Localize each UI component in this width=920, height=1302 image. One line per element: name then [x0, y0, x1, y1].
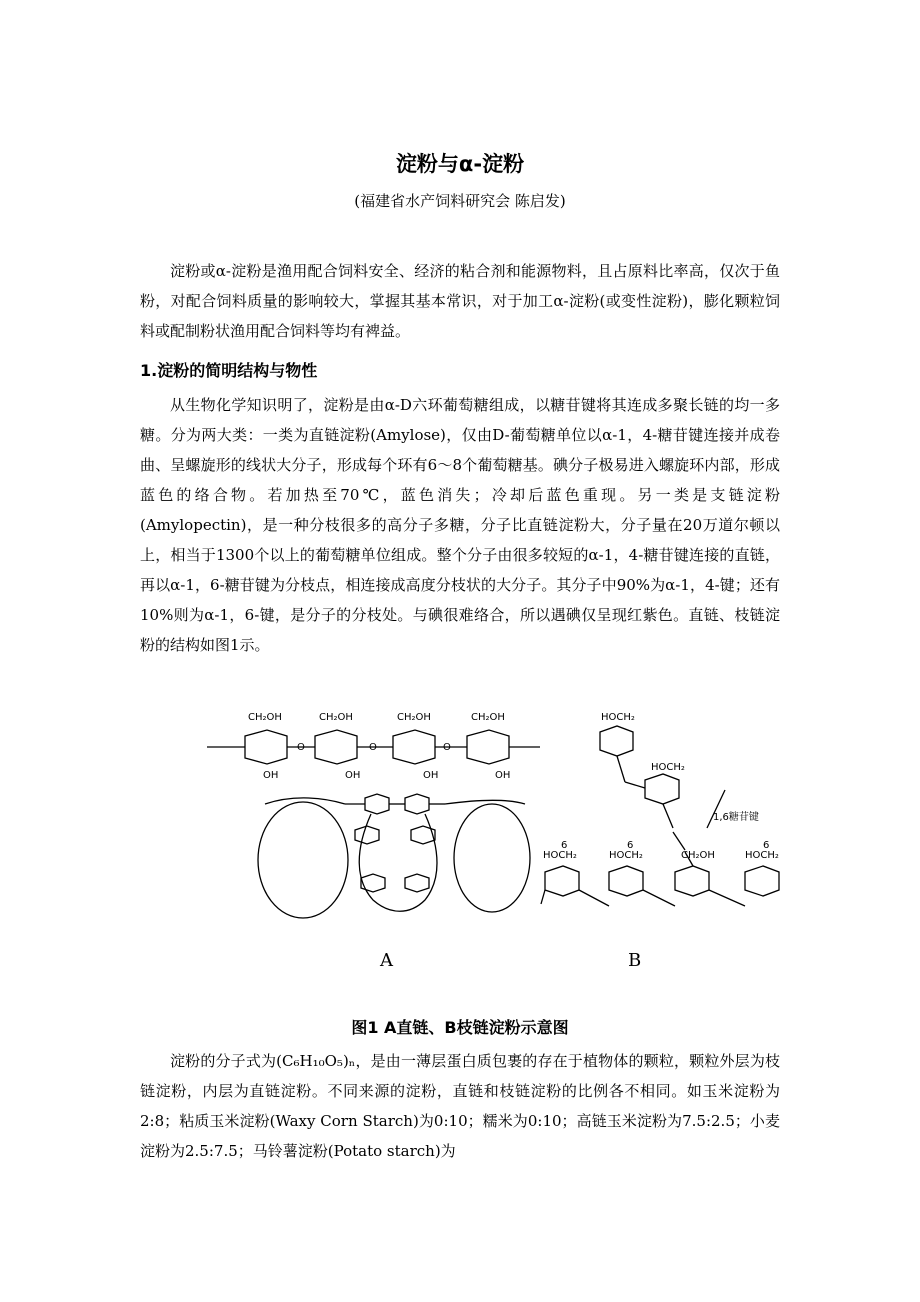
carbon-6-2: 6 — [627, 840, 634, 851]
section-heading-1: 1.淀粉的简明结构与物性 — [140, 361, 318, 380]
branch-hoch2-1: HOCH₂ — [543, 850, 577, 861]
amylose-helix — [258, 794, 530, 918]
branch-hoch2-mid: HOCH₂ — [651, 762, 685, 773]
branch-hoch2-top: HOCH₂ — [601, 712, 635, 723]
starch-structure-figure — [205, 700, 785, 930]
paragraph-intro — [140, 256, 780, 346]
amylose-label-1: CH₂OH — [248, 712, 282, 723]
amylose-oh-1: OH — [263, 770, 279, 781]
branch-ch2: CH₂OH — [681, 850, 715, 861]
figure-caption: 图1 A直链、B枝链淀粉示意图 — [351, 1018, 569, 1037]
amylose-oh-2: OH — [345, 770, 361, 781]
amylose-label-3: CH₂OH — [397, 712, 431, 723]
carbon-6-3: 6 — [763, 840, 770, 851]
branch-hoch2-2: HOCH₂ — [609, 850, 643, 861]
glycosidic-o-3: O — [443, 742, 451, 753]
paragraph-formula — [140, 1046, 780, 1166]
carbon-6-1: 6 — [561, 840, 568, 851]
document-title: 淀粉与α-淀粉 — [395, 152, 525, 176]
paragraph-intro-text: 淀粉或α-淀粉是渔用配合饲料安全、经济的粘合剂和能源物料，且占原料比率高，仅次于鱼粉，对配合饲料质量的影响较大，掌握其基本常识，对于加工α-淀粉(或变性淀粉)，膨化颗粒饲料或配制粉状渔用配合饲料等均有裨益。 — [140, 262, 780, 340]
paragraph-formula-text: 淀粉的分子式为(C₆H₁₀O₅)ₙ，是由一薄层蛋白质包裹的存在于植物体的颗粒，颗粒外层为枝链淀粉，内层为直链淀粉。不同来源的淀粉，直链和枝链淀粉的比例各不相同。如玉米淀粉为2:8；粘质玉米淀粉(Waxy Corn Starch)为0:10；糯米为0:10；高链玉米淀粉为7.5:2.5；小麦淀粉为2.5:7.5；马铃薯淀粉(Potato starch)为 — [140, 1052, 780, 1160]
bond-label: 1,6糖苷键 — [713, 812, 759, 823]
amylose-oh-4: OH — [495, 770, 511, 781]
glycosidic-o-1: O — [297, 742, 305, 753]
glycosidic-o-2: O — [369, 742, 377, 753]
branch-hoch2-3: HOCH₂ — [745, 850, 779, 861]
amylose-label-4: CH₂OH — [471, 712, 505, 723]
paragraph-structure — [140, 390, 780, 660]
amylose-oh-3: OH — [423, 770, 439, 781]
paragraph-structure-text: 从生物化学知识明了，淀粉是由α-D六环葡萄糖组成，以糖苷键将其连成多聚长链的均一多糖。分为两大类：一类为直链淀粉(Amylose)，仅由D-葡萄糖单位以α-1，4-糖苷键连接并成卷曲、呈螺旋形的线状大分子，形成每个环有6～8个葡萄糖基。碘分子极易进入螺旋环内部，形成蓝色的络合物。若加热至70℃，蓝色消失；冷却后蓝色重现。另一类是支链淀粉(Amylopectin)，是一种分枝很多的高分子多糖，分子比直链淀粉大，分子量在20万道尔顿以上，相当于1300个以上的葡萄糖单位组成。整个分子由很多较短的α-1，4-糖苷键连接的直链，再以α-1，6-糖苷键为分枝点，相连接成高度分枝状的大分子。其分子中90%为α-1，4-键；还有10%则为α-1，6-键，是分子的分枝处。与碘很难络合，所以遇碘仅呈现红紫色。直链、枝链淀粉的结构如图1示。 — [140, 396, 780, 654]
document-author: (福建省水产饲料研究会 陈启发) — [354, 192, 566, 210]
figure-label-a: A — [380, 950, 393, 971]
figure-label-b: B — [628, 950, 642, 971]
amylose-label-2: CH₂OH — [319, 712, 353, 723]
